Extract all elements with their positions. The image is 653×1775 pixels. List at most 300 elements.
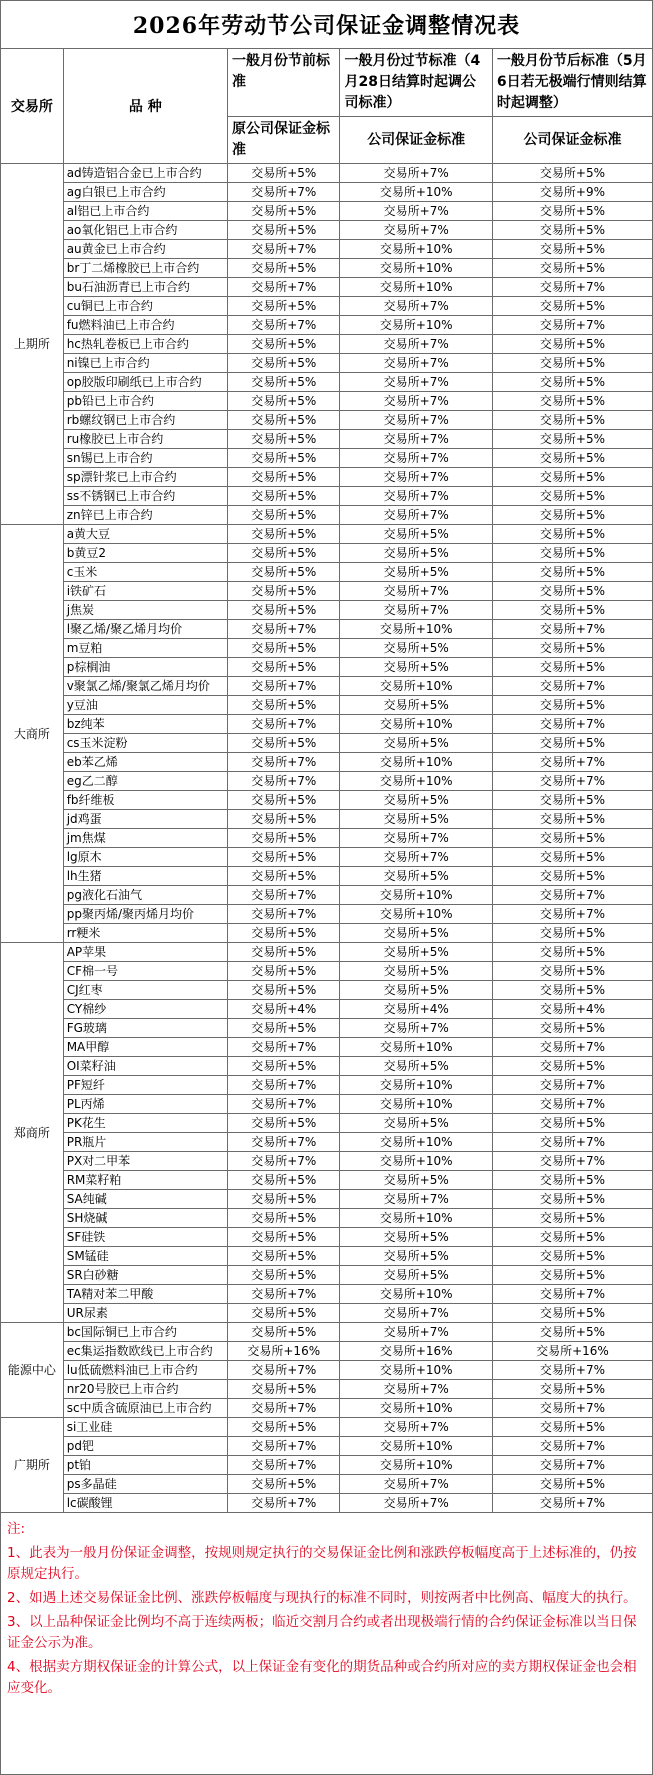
margin-cell: 交易所+5%	[340, 1171, 492, 1190]
item-cell: PX对二甲苯	[63, 1152, 227, 1171]
item-cell: zn锌已上市合约	[63, 506, 227, 525]
margin-cell: 交易所+5%	[228, 924, 340, 943]
margin-cell: 交易所+5%	[492, 1114, 652, 1133]
item-cell: ec集运指数欧线已上市合约	[63, 1342, 227, 1361]
margin-cell: 交易所+5%	[340, 1247, 492, 1266]
item-cell: FG玻璃	[63, 1019, 227, 1038]
margin-cell: 交易所+5%	[228, 487, 340, 506]
margin-cell: 交易所+5%	[492, 582, 652, 601]
table-row	[1, 791, 653, 810]
margin-cell: 交易所+5%	[228, 1190, 340, 1209]
margin-cell: 交易所+7%	[492, 316, 652, 335]
margin-cell: 交易所+5%	[228, 601, 340, 620]
margin-cell: 交易所+10%	[340, 677, 492, 696]
table-row	[1, 696, 653, 715]
margin-cell: 交易所+5%	[492, 601, 652, 620]
table-row	[1, 259, 653, 278]
margin-cell: 交易所+5%	[228, 1323, 340, 1342]
margin-cell: 交易所+5%	[492, 449, 652, 468]
margin-cell: 交易所+5%	[228, 734, 340, 753]
margin-cell: 交易所+5%	[228, 943, 340, 962]
item-cell: MA甲醇	[63, 1038, 227, 1057]
margin-cell: 交易所+7%	[340, 449, 492, 468]
table-row	[1, 1000, 653, 1019]
margin-cell: 交易所+7%	[492, 772, 652, 791]
margin-cell: 交易所+5%	[340, 1266, 492, 1285]
margin-cell: 交易所+5%	[492, 1171, 652, 1190]
item-cell: jd鸡蛋	[63, 810, 227, 829]
margin-cell: 交易所+7%	[492, 1076, 652, 1095]
margin-cell: 交易所+5%	[228, 335, 340, 354]
margin-cell: 交易所+5%	[228, 525, 340, 544]
margin-cell: 交易所+5%	[340, 791, 492, 810]
margin-cell: 交易所+7%	[340, 582, 492, 601]
item-cell: i铁矿石	[63, 582, 227, 601]
margin-cell: 交易所+10%	[340, 1361, 492, 1380]
margin-cell: 交易所+10%	[340, 278, 492, 297]
margin-cell: 交易所+5%	[492, 487, 652, 506]
item-cell: sn锡已上市合约	[63, 449, 227, 468]
margin-cell: 交易所+10%	[340, 1209, 492, 1228]
table-row	[1, 1475, 653, 1494]
table-row	[1, 411, 653, 430]
margin-cell: 交易所+5%	[492, 335, 652, 354]
margin-cell: 交易所+7%	[340, 202, 492, 221]
margin-cell: 交易所+7%	[228, 905, 340, 924]
item-cell: cu铜已上市合约	[63, 297, 227, 316]
margin-cell: 交易所+5%	[340, 943, 492, 962]
note-item: 1、此表为一般月份保证金调整，按规则规定执行的交易保证金比例和涨跌停板幅度高于上述标准的，仍按原规定执行。	[7, 1545, 637, 1582]
margin-cell: 交易所+7%	[492, 905, 652, 924]
table-row	[1, 544, 653, 563]
item-cell: nr20号胶已上市合约	[63, 1380, 227, 1399]
margin-cell: 交易所+5%	[228, 582, 340, 601]
margin-cell: 交易所+5%	[492, 297, 652, 316]
item-cell: CJ红枣	[63, 981, 227, 1000]
header-exchange: 交易所	[1, 49, 64, 164]
margin-cell: 交易所+10%	[340, 240, 492, 259]
item-cell: y豆油	[63, 696, 227, 715]
margin-cell: 交易所+5%	[228, 639, 340, 658]
item-cell: eb苯乙烯	[63, 753, 227, 772]
margin-cell: 交易所+5%	[340, 1057, 492, 1076]
margin-cell: 交易所+7%	[228, 1095, 340, 1114]
margin-cell: 交易所+5%	[492, 544, 652, 563]
table-row	[1, 639, 653, 658]
item-cell: pt铂	[63, 1456, 227, 1475]
table-row	[1, 373, 653, 392]
table-row	[1, 1247, 653, 1266]
margin-cell: 交易所+10%	[340, 1076, 492, 1095]
margin-cell: 交易所+5%	[228, 259, 340, 278]
item-cell: ps多晶硅	[63, 1475, 227, 1494]
margin-cell: 交易所+7%	[492, 1038, 652, 1057]
margin-cell: 交易所+5%	[228, 810, 340, 829]
table-row	[1, 1152, 653, 1171]
item-cell: CF棉一号	[63, 962, 227, 981]
exchange-cell: 大商所	[1, 525, 64, 943]
table-row	[1, 221, 653, 240]
margin-cell: 交易所+7%	[340, 221, 492, 240]
table-row	[1, 1361, 653, 1380]
table-row	[1, 1285, 653, 1304]
margin-cell: 交易所+5%	[228, 658, 340, 677]
margin-cell: 交易所+5%	[492, 1380, 652, 1399]
table-row	[1, 449, 653, 468]
margin-cell: 交易所+5%	[492, 1266, 652, 1285]
margin-cell: 交易所+7%	[228, 1076, 340, 1095]
table-row	[1, 468, 653, 487]
margin-cell: 交易所+7%	[228, 1437, 340, 1456]
item-cell: fb纤维板	[63, 791, 227, 810]
margin-cell: 交易所+7%	[228, 886, 340, 905]
margin-cell: 交易所+5%	[340, 810, 492, 829]
margin-cell: 交易所+7%	[228, 183, 340, 202]
margin-cell: 交易所+7%	[340, 392, 492, 411]
margin-cell: 交易所+5%	[492, 164, 652, 183]
margin-cell: 交易所+10%	[340, 1152, 492, 1171]
margin-cell: 交易所+10%	[340, 183, 492, 202]
item-cell: au黄金已上市合约	[63, 240, 227, 259]
table-row	[1, 1304, 653, 1323]
item-cell: SM锰硅	[63, 1247, 227, 1266]
item-cell: UR尿素	[63, 1304, 227, 1323]
margin-cell: 交易所+10%	[340, 1399, 492, 1418]
notes-title: 注:	[7, 1521, 26, 1537]
margin-cell: 交易所+5%	[228, 373, 340, 392]
margin-cell: 交易所+7%	[228, 278, 340, 297]
table-row	[1, 1437, 653, 1456]
item-cell: op胶版印刷纸已上市合约	[63, 373, 227, 392]
item-cell: ao氧化铝已上市合约	[63, 221, 227, 240]
exchange-cell: 广期所	[1, 1418, 64, 1513]
item-cell: SR白砂糖	[63, 1266, 227, 1285]
margin-cell: 交易所+7%	[340, 1418, 492, 1437]
margin-cell: 交易所+7%	[228, 1152, 340, 1171]
margin-cell: 交易所+5%	[492, 392, 652, 411]
margin-cell: 交易所+5%	[228, 449, 340, 468]
margin-cell: 交易所+7%	[340, 164, 492, 183]
margin-cell: 交易所+5%	[492, 962, 652, 981]
margin-cell: 交易所+7%	[492, 278, 652, 297]
item-cell: bu石油沥青已上市合约	[63, 278, 227, 297]
margin-cell: 交易所+5%	[228, 1380, 340, 1399]
subheader-company-standard-holiday: 公司保证金标准	[340, 117, 492, 164]
margin-cell: 交易所+7%	[228, 1399, 340, 1418]
item-cell: rb螺纹钢已上市合约	[63, 411, 227, 430]
margin-cell: 交易所+5%	[340, 544, 492, 563]
margin-cell: 交易所+5%	[228, 544, 340, 563]
margin-cell: 交易所+16%	[228, 1342, 340, 1361]
margin-cell: 交易所+10%	[340, 886, 492, 905]
item-cell: ni镍已上市合约	[63, 354, 227, 373]
table-row	[1, 563, 653, 582]
margin-cell: 交易所+4%	[340, 1000, 492, 1019]
margin-cell: 交易所+7%	[492, 753, 652, 772]
item-cell: TA精对苯二甲酸	[63, 1285, 227, 1304]
item-cell: ss不锈钢已上市合约	[63, 487, 227, 506]
table-row	[1, 1171, 653, 1190]
table-row	[1, 1095, 653, 1114]
table-row	[1, 658, 653, 677]
table-row	[1, 1418, 653, 1437]
table-row	[1, 1114, 653, 1133]
item-cell: j焦炭	[63, 601, 227, 620]
margin-cell: 交易所+5%	[228, 981, 340, 1000]
note-item: 2、如遇上述交易保证金比例、涨跌停板幅度与现执行的标准不同时，则按两者中比例高、幅度大的执行。	[7, 1590, 637, 1606]
margin-cell: 交易所+5%	[492, 1209, 652, 1228]
margin-cell: 交易所+7%	[492, 620, 652, 639]
margin-cell: 交易所+5%	[340, 563, 492, 582]
item-cell: sp漂针浆已上市合约	[63, 468, 227, 487]
margin-cell: 交易所+7%	[228, 316, 340, 335]
table-row	[1, 772, 653, 791]
table-row	[1, 1057, 653, 1076]
item-cell: p棕榈油	[63, 658, 227, 677]
item-cell: jm焦煤	[63, 829, 227, 848]
margin-cell: 交易所+5%	[492, 1323, 652, 1342]
margin-cell: 交易所+10%	[340, 1456, 492, 1475]
margin-cell: 交易所+7%	[340, 1380, 492, 1399]
item-cell: si工业硅	[63, 1418, 227, 1437]
header-item: 品 种	[63, 49, 227, 164]
item-cell: rr粳米	[63, 924, 227, 943]
margin-cell: 交易所+7%	[228, 1361, 340, 1380]
margin-cell: 交易所+7%	[228, 1133, 340, 1152]
margin-cell: 交易所+7%	[492, 1361, 652, 1380]
margin-cell: 交易所+7%	[340, 1304, 492, 1323]
page-title: 2026年劳动节公司保证金调整情况表	[1, 1, 653, 49]
header-holiday: 一般月份过节标准（4月28日结算时起调公司标准）	[340, 49, 492, 117]
margin-cell: 交易所+7%	[340, 297, 492, 316]
item-cell: PL丙烯	[63, 1095, 227, 1114]
table-row	[1, 810, 653, 829]
item-cell: a黄大豆	[63, 525, 227, 544]
margin-cell: 交易所+5%	[492, 943, 652, 962]
margin-cell: 交易所+5%	[492, 202, 652, 221]
margin-cell: 交易所+5%	[228, 354, 340, 373]
margin-cell: 交易所+5%	[228, 392, 340, 411]
margin-cell: 交易所+5%	[492, 1228, 652, 1247]
margin-cell: 交易所+5%	[228, 848, 340, 867]
margin-cell: 交易所+5%	[492, 848, 652, 867]
margin-cell: 交易所+5%	[492, 240, 652, 259]
margin-cell: 交易所+7%	[492, 886, 652, 905]
margin-cell: 交易所+5%	[492, 411, 652, 430]
item-cell: RM菜籽粕	[63, 1171, 227, 1190]
margin-cell: 交易所+5%	[228, 1114, 340, 1133]
margin-cell: 交易所+5%	[228, 164, 340, 183]
table-row	[1, 1399, 653, 1418]
table-row	[1, 297, 653, 316]
subheader-original-standard: 原公司保证金标准	[228, 117, 340, 164]
item-cell: SF硅铁	[63, 1228, 227, 1247]
margin-cell: 交易所+7%	[492, 1133, 652, 1152]
item-cell: sc中质含硫原油已上市合约	[63, 1399, 227, 1418]
margin-cell: 交易所+9%	[492, 183, 652, 202]
table-row	[1, 1076, 653, 1095]
margin-cell: 交易所+5%	[492, 1019, 652, 1038]
table-row	[1, 601, 653, 620]
table-row	[1, 392, 653, 411]
margin-cell: 交易所+5%	[228, 1019, 340, 1038]
margin-cell: 交易所+5%	[228, 1171, 340, 1190]
item-cell: m豆粕	[63, 639, 227, 658]
margin-cell: 交易所+10%	[340, 753, 492, 772]
table-row	[1, 1133, 653, 1152]
margin-cell: 交易所+7%	[340, 430, 492, 449]
table-row	[1, 487, 653, 506]
margin-cell: 交易所+10%	[340, 259, 492, 278]
item-cell: lh生猪	[63, 867, 227, 886]
margin-cell: 交易所+5%	[492, 430, 652, 449]
subheader-company-standard-post: 公司保证金标准	[492, 117, 652, 164]
margin-cell: 交易所+7%	[340, 1019, 492, 1038]
header-pre-holiday: 一般月份节前标准	[228, 49, 340, 117]
table-row	[1, 582, 653, 601]
table-row	[1, 316, 653, 335]
table-row	[1, 1190, 653, 1209]
margin-cell: 交易所+10%	[340, 715, 492, 734]
table-row	[1, 943, 653, 962]
margin-cell: 交易所+5%	[340, 924, 492, 943]
table-row	[1, 278, 653, 297]
margin-cell: 交易所+5%	[228, 1418, 340, 1437]
margin-cell: 交易所+5%	[228, 1228, 340, 1247]
margin-cell: 交易所+5%	[492, 981, 652, 1000]
margin-cell: 交易所+5%	[228, 430, 340, 449]
exchange-cell: 上期所	[1, 164, 64, 525]
margin-cell: 交易所+5%	[228, 1057, 340, 1076]
notes-section	[0, 1513, 653, 1775]
item-cell: ru橡胶已上市合约	[63, 430, 227, 449]
margin-cell: 交易所+10%	[340, 1285, 492, 1304]
margin-cell: 交易所+5%	[492, 829, 652, 848]
item-cell: al铝已上市合约	[63, 202, 227, 221]
item-cell: ag白银已上市合约	[63, 183, 227, 202]
item-cell: lc碳酸锂	[63, 1494, 227, 1513]
item-cell: SH烧碱	[63, 1209, 227, 1228]
margin-cell: 交易所+10%	[340, 316, 492, 335]
margin-cell: 交易所+5%	[228, 468, 340, 487]
margin-cell: 交易所+10%	[340, 1095, 492, 1114]
item-cell: fu燃料油已上市合约	[63, 316, 227, 335]
table-row	[1, 335, 653, 354]
margin-cell: 交易所+7%	[340, 848, 492, 867]
table-row	[1, 1342, 653, 1361]
margin-cell: 交易所+7%	[492, 1285, 652, 1304]
margin-cell: 交易所+7%	[492, 1095, 652, 1114]
item-cell: bc国际铜已上市合约	[63, 1323, 227, 1342]
item-cell: pb铅已上市合约	[63, 392, 227, 411]
margin-cell: 交易所+5%	[228, 221, 340, 240]
margin-cell: 交易所+5%	[492, 791, 652, 810]
table-row	[1, 1209, 653, 1228]
margin-cell: 交易所+4%	[492, 1000, 652, 1019]
item-cell: PF短纤	[63, 1076, 227, 1095]
margin-cell: 交易所+5%	[228, 1209, 340, 1228]
item-cell: pg液化石油气	[63, 886, 227, 905]
margin-cell: 交易所+7%	[492, 715, 652, 734]
margin-cell: 交易所+5%	[340, 867, 492, 886]
exchange-cell: 郑商所	[1, 943, 64, 1323]
margin-cell: 交易所+5%	[228, 1475, 340, 1494]
item-cell: hc热轧卷板已上市合约	[63, 335, 227, 354]
margin-cell: 交易所+5%	[492, 354, 652, 373]
item-cell: l聚乙烯/聚乙烯月均价	[63, 620, 227, 639]
margin-cell: 交易所+7%	[228, 772, 340, 791]
table-row	[1, 677, 653, 696]
margin-cell: 交易所+10%	[340, 1133, 492, 1152]
margin-cell: 交易所+7%	[228, 753, 340, 772]
margin-cell: 交易所+7%	[340, 411, 492, 430]
margin-cell: 交易所+5%	[492, 639, 652, 658]
margin-cell: 交易所+5%	[492, 1057, 652, 1076]
margin-cell: 交易所+7%	[340, 373, 492, 392]
item-cell: bz纯苯	[63, 715, 227, 734]
margin-cell: 交易所+5%	[492, 1304, 652, 1323]
table-row	[1, 1494, 653, 1513]
margin-cell: 交易所+5%	[492, 1190, 652, 1209]
margin-cell: 交易所+7%	[492, 677, 652, 696]
margin-cell: 交易所+10%	[340, 905, 492, 924]
margin-cell: 交易所+5%	[228, 962, 340, 981]
item-cell: eg乙二醇	[63, 772, 227, 791]
margin-cell: 交易所+7%	[340, 1494, 492, 1513]
item-cell: cs玉米淀粉	[63, 734, 227, 753]
margin-cell: 交易所+7%	[340, 601, 492, 620]
table-row	[1, 924, 653, 943]
margin-cell: 交易所+5%	[228, 829, 340, 848]
margin-cell: 交易所+5%	[492, 1475, 652, 1494]
exchange-cell: 能源中心	[1, 1323, 64, 1418]
table-row	[1, 1228, 653, 1247]
margin-cell: 交易所+5%	[228, 1266, 340, 1285]
margin-cell: 交易所+7%	[492, 1494, 652, 1513]
margin-cell: 交易所+5%	[492, 506, 652, 525]
margin-cell: 交易所+5%	[492, 658, 652, 677]
table-row	[1, 525, 653, 544]
margin-cell: 交易所+5%	[492, 259, 652, 278]
table-row	[1, 354, 653, 373]
table-row	[1, 620, 653, 639]
item-cell: pp聚丙烯/聚丙烯月均价	[63, 905, 227, 924]
margin-cell: 交易所+5%	[492, 867, 652, 886]
table-row	[1, 734, 653, 753]
margin-cell: 交易所+10%	[340, 1038, 492, 1057]
note-item: 4、根据卖方期权保证金的计算公式，以上保证金有变化的期货品种或合约所对应的卖方期权保证金也会相应变化。	[7, 1659, 637, 1696]
margin-cell: 交易所+5%	[492, 1418, 652, 1437]
item-cell: PK花生	[63, 1114, 227, 1133]
margin-cell: 交易所+5%	[492, 468, 652, 487]
item-cell: c玉米	[63, 563, 227, 582]
margin-cell: 交易所+5%	[340, 696, 492, 715]
table-row	[1, 886, 653, 905]
item-cell: ad铸造铝合金已上市合约	[63, 164, 227, 183]
margin-cell: 交易所+7%	[228, 1285, 340, 1304]
margin-cell: 交易所+5%	[340, 639, 492, 658]
table-row	[1, 981, 653, 1000]
margin-cell: 交易所+7%	[340, 829, 492, 848]
margin-cell: 交易所+7%	[228, 1494, 340, 1513]
margin-cell: 交易所+7%	[228, 1456, 340, 1475]
table-row	[1, 1456, 653, 1475]
table-row	[1, 867, 653, 886]
table-row	[1, 1019, 653, 1038]
item-cell: SA纯碱	[63, 1190, 227, 1209]
item-cell: AP苹果	[63, 943, 227, 962]
table-row	[1, 1323, 653, 1342]
